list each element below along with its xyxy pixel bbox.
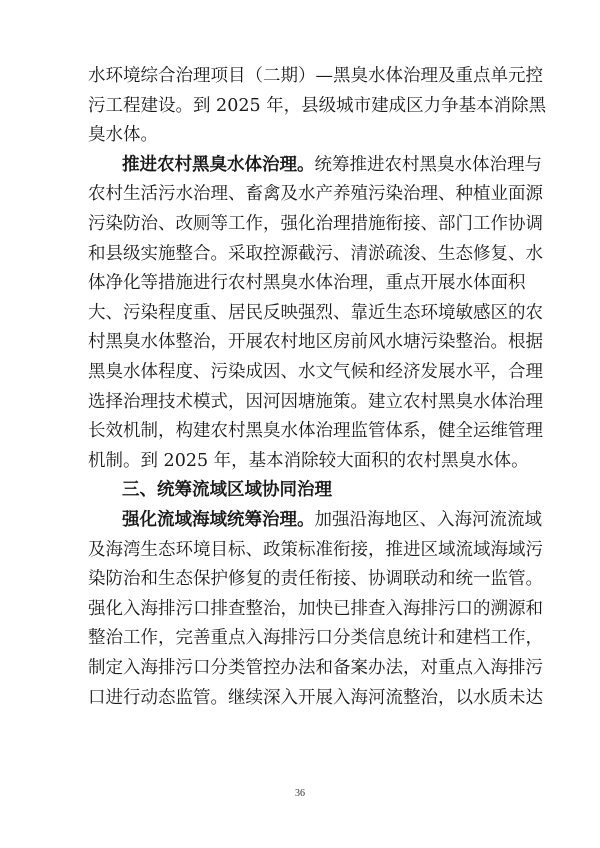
page-number: 36 (295, 788, 305, 799)
paragraph-2-line-3: 污染防治、改厕等工作，强化治理措施衔接、部门工作协调 (88, 214, 543, 234)
paragraph-2-line-8: 黑臭水体程度、污染成因、水文气候和经济发展水平，合理 (88, 362, 543, 382)
paragraph-3-line-1 (122, 508, 542, 532)
section-heading: 三、统筹流域区域协同治理 (122, 480, 332, 501)
paragraph-3-line-5: 整治工作，完善重点入海排污口分类信息统计和建档工作， (88, 628, 543, 649)
paragraph-3-first-rest: 加强沿海地区、入海河流流域 (314, 510, 542, 530)
paragraph-2-line-11: 机制。到 2025 年，基本消除较大面积的农村黑臭水体。 (88, 450, 529, 471)
paragraph-2-line-10: 长效机制，构建农村黑臭水体治理监管体系，健全运维管理 (88, 421, 543, 442)
paragraph-3-line-4: 强化入海排污口排查整治，加快已排查入海排污口的溯源和 (88, 598, 543, 619)
paragraph-2-line-2: 农村生活污水治理、畜禽及水产养殖污染治理、种植业面源 (88, 184, 543, 205)
paragraph-2-lead: 推进农村黑臭水体治理。 (122, 154, 315, 175)
paragraph-2-line-6: 大、污染程度重、居民反映强烈、靠近生态环境敏感区的农 (88, 302, 543, 323)
paragraph-2-line-7: 村黑臭水体整治，开展农村地区房前风水塘污染整治。根据 (88, 332, 543, 353)
paragraph-3-line-2: 及海湾生态环境目标、政策标准衔接，推进区域流域海域污 (88, 539, 543, 560)
paragraph-2-line-9: 选择治理技术模式，因河因塘施策。建立农村黑臭水体治理 (88, 391, 543, 412)
paragraph-2-line-5: 体净化等措施进行农村黑臭水体治理，重点开展水体面积 (88, 273, 526, 294)
paragraph-2-first-rest: 统筹推进农村黑臭水体治理与 (314, 154, 542, 175)
paragraph-2-line-1 (122, 153, 542, 177)
paragraph-2-line-4: 和县级实施整合。采取控源截污、清淤疏浚、生态修复、水 (88, 243, 543, 264)
paragraph-1-line-1: 水环境综合治理项目（二期）—黑臭水体治理及重点单元控 (88, 66, 543, 86)
paragraph-1-line-3: 臭水体。 (88, 125, 158, 146)
paragraph-1-line-2: 污工程建设。到 2025 年，县级城市建成区力争基本消除黑 (88, 95, 547, 116)
paragraph-3-line-7: 口进行动态监管。继续深入开展入海河流整治，以水质未达 (88, 687, 543, 708)
paragraph-3-line-3: 染防治和生态保护修复的责任衔接、协调联动和统一监管。 (88, 569, 543, 590)
paragraph-3-lead: 强化流域海域统筹治理。 (122, 510, 315, 530)
paragraph-3-line-6: 制定入海排污口分类管控办法和备案办法，对重点入海排污 (88, 658, 543, 678)
